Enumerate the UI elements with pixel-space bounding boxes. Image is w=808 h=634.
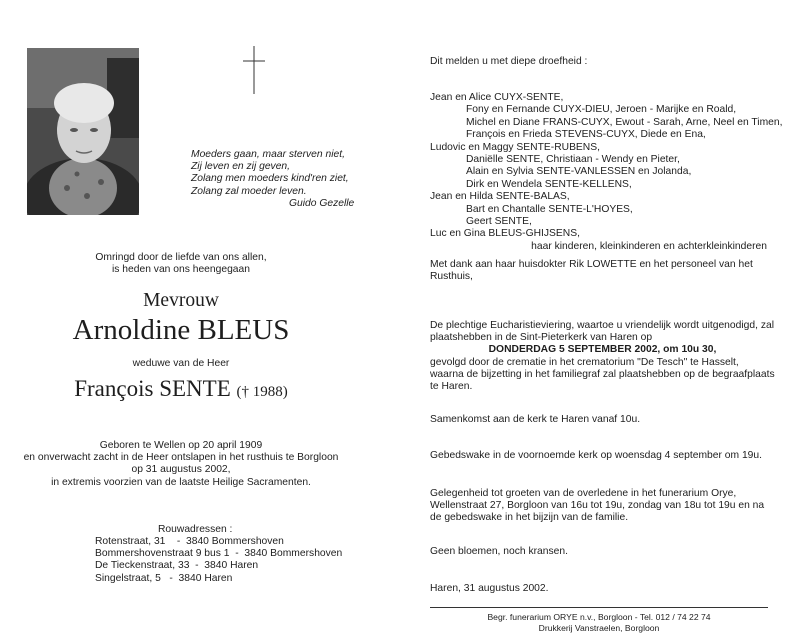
announcement: Dit melden u met diepe droefheid : bbox=[430, 56, 588, 67]
poem bbox=[191, 149, 354, 210]
family-line: François en Frieda STEVENS-CUYX, Diede en Ena, bbox=[466, 129, 706, 141]
poem-line: Zolang zal moeder leven. bbox=[191, 185, 307, 197]
deceased-name: Arnoldine BLEUS bbox=[72, 314, 290, 346]
mass-intro: De plechtige Eucharistieviering, waartoe u vriendelijk wordt uitgenodigd, zal plaatshebben in de Sint-Pieterkerk van Haren op bbox=[430, 320, 774, 344]
family-line: Bart en Chantalle SENTE-L'HOYES, bbox=[466, 203, 633, 215]
family-line: Daniëlle SENTE, Christiaan - Wendy en Pieter, bbox=[466, 153, 680, 165]
portrait-photo bbox=[27, 48, 139, 215]
mass-details: gevolgd door de crematie in het crematorium "De Tesch" te Hasselt, waarna de bijzetting in het familiegraf zal plaatshebben op de begraafplaats te Haren. bbox=[430, 356, 775, 393]
birth-death-details bbox=[0, 440, 362, 489]
family-line: Fony en Fernande CUYX-DIEU, Jeroen - Marijke en Roald, bbox=[466, 104, 737, 116]
intro-line-1: Omringd door de liefde van ons allen, bbox=[95, 252, 267, 263]
meeting-text: Samenkomst aan de kerk te Haren vanaf 10u. bbox=[430, 414, 641, 425]
address-item: Singelstraat, 5 - 3840 Haren bbox=[95, 572, 233, 584]
family-line: Jean en Hilda SENTE-BALAS, bbox=[430, 191, 570, 203]
intro-text bbox=[0, 252, 362, 276]
family-line: Michel en Diane FRANS-CUYX, Ewout - Sarah, Arne, Neel en Timen, bbox=[466, 116, 783, 128]
addresses-list bbox=[95, 536, 342, 585]
printer-text: Drukkerij Vanstraelen, Borgloon bbox=[538, 623, 660, 633]
spouse-name-text: François SENTE bbox=[74, 376, 231, 401]
death-date-line: op 31 augustus 2002, bbox=[131, 464, 231, 476]
family-list bbox=[430, 92, 783, 253]
spouse-death-year: († 1988) bbox=[236, 384, 288, 400]
address-item: De Tieckenstraat, 33 - 3840 Haren bbox=[95, 560, 259, 572]
footer-divider bbox=[430, 607, 768, 608]
address-item: Bommershovenstraat 9 bus 1 - 3840 Bommershoven bbox=[95, 548, 343, 560]
no-flowers-text: Geen bloemen, noch kransen. bbox=[430, 546, 568, 557]
poem-line: Zolang men moeders kind'ren ziet, bbox=[191, 173, 349, 185]
mass-info bbox=[430, 320, 775, 393]
address-item: Rotenstraat, 31 - 3840 Bommershoven bbox=[95, 536, 284, 547]
deceased-title: Mevrouw bbox=[143, 290, 219, 311]
place-date: Haren, 31 augustus 2002. bbox=[430, 583, 549, 594]
family-closing: haar kinderen, kleinkinderen en achterkleinkinderen bbox=[531, 240, 767, 252]
mass-date: DONDERDAG 5 SEPTEMBER 2002, om 10u 30, bbox=[488, 344, 717, 356]
addresses-heading: Rouwadressen : bbox=[158, 524, 233, 535]
vigil-text: Gebedswake in de voornoemde kerk op woensdag 4 september om 19u. bbox=[430, 450, 762, 461]
funeral-home-text: Begr. funerarium ORYE n.v., Borgloon - Tel. 012 / 74 22 74 bbox=[487, 612, 711, 622]
family-line: Geert SENTE, bbox=[466, 215, 532, 227]
poem-author: Guido Gezelle bbox=[289, 197, 355, 209]
poem-line: Moeders gaan, maar sterven niet, bbox=[191, 149, 345, 160]
poem-line: Zij leven en zij geven, bbox=[191, 161, 291, 173]
cross-icon bbox=[242, 44, 266, 96]
greeting-text: Gelegenheid tot groeten van de overledene in het funerarium Orye, Wellenstraat 27, Borgloon van 16u tot 19u, zondag van 18u tot 19u en na de gebedswake in het bijzijn van de familie. bbox=[430, 488, 765, 524]
widow-text: weduwe van de Heer bbox=[132, 358, 230, 369]
family-line: Jean en Alice CUYX-SENTE, bbox=[430, 92, 564, 103]
intro-line-2: is heden van ons heengegaan bbox=[112, 264, 250, 276]
sacraments-line: in extremis voorzien van de laatste Heilige Sacramenten. bbox=[51, 476, 311, 488]
family-line: Luc en Gina BLEUS-GHIJSENS, bbox=[430, 228, 580, 240]
family-line: Alain en Sylvia SENTE-VANLESSEN en Jolanda, bbox=[466, 166, 692, 178]
thanks-text: Met dank aan haar huisdokter Rik LOWETTE en het personeel van het Rusthuis, bbox=[430, 259, 753, 283]
spouse-name bbox=[0, 376, 362, 402]
death-line: en onverwacht zacht in de Heer ontslapen in het rusthuis te Borgloon bbox=[23, 452, 339, 464]
family-line: Dirk en Wendela SENTE-KELLENS, bbox=[466, 178, 632, 190]
family-line: Ludovic en Maggy SENTE-RUBENS, bbox=[430, 141, 600, 153]
birth-line: Geboren te Wellen op 20 april 1909 bbox=[99, 440, 263, 451]
